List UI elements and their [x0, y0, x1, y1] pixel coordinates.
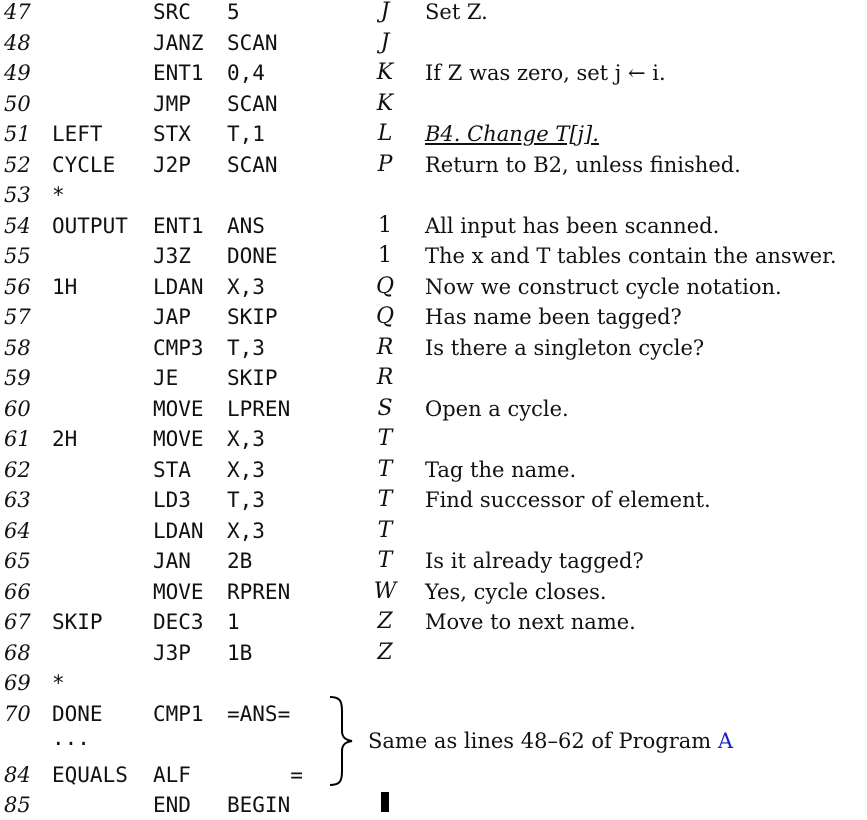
label: DONE — [52, 701, 103, 726]
line-number: 58 — [4, 335, 31, 360]
address: 1 — [227, 610, 240, 634]
label: EQUALS — [52, 762, 128, 787]
frequency: Q — [375, 304, 395, 329]
address: LPREN — [227, 396, 291, 421]
comment: The x and T tables contain the answer. — [425, 244, 837, 268]
opcode: J2P — [153, 152, 191, 177]
opcode: END — [153, 793, 191, 817]
line-number: 63 — [4, 488, 31, 512]
address: T,1 — [227, 122, 265, 146]
address: SKIP — [227, 305, 278, 329]
opcode: CMP1 — [153, 701, 204, 726]
line-number: 60 — [4, 396, 31, 421]
address: 1B — [227, 640, 253, 665]
address: DONE — [227, 244, 278, 268]
comment: Set Z. — [425, 0, 488, 24]
frequency: J — [380, 29, 390, 55]
frequency: S — [377, 395, 393, 421]
address: T,3 — [227, 335, 265, 360]
opcode: DEC3 — [153, 610, 204, 634]
label: OUTPUT — [52, 213, 128, 238]
line-number: 51 — [4, 122, 31, 146]
line-number: 68 — [4, 640, 31, 665]
opcode: ALF — [153, 762, 191, 787]
frequency: T — [377, 548, 393, 573]
line-number: 85 — [4, 793, 31, 817]
address: T,3 — [227, 488, 265, 512]
listing-row — [0, 241, 867, 271]
line-number: 84 — [4, 762, 31, 787]
listing-row — [0, 180, 867, 210]
address: RPREN — [227, 579, 291, 604]
line-number: 61 — [4, 427, 31, 451]
brace-note-text: Same as lines 48–62 of Program — [368, 729, 718, 753]
line-number: 64 — [4, 518, 31, 543]
listing-row — [0, 516, 867, 546]
label: ··· — [52, 732, 90, 756]
address: SKIP — [227, 366, 278, 390]
line-number: 70 — [4, 701, 31, 726]
line-number: 65 — [4, 549, 31, 573]
opcode: J3Z — [153, 244, 191, 268]
address: 5 — [227, 0, 240, 24]
address: SCAN — [227, 152, 278, 177]
frequency: K — [376, 60, 394, 85]
opcode: ENT1 — [153, 213, 204, 238]
label: 1H — [52, 274, 78, 299]
address: = — [227, 762, 303, 787]
line-number: 52 — [4, 152, 31, 177]
address: X,3 — [227, 427, 265, 451]
label: * — [52, 183, 65, 207]
listing-row — [0, 424, 867, 454]
line-number: 47 — [4, 0, 31, 24]
comment: B4. Change T[j]. — [425, 122, 599, 146]
listing-row — [0, 607, 867, 637]
opcode: LDAN — [153, 274, 204, 299]
address: X,3 — [227, 457, 265, 482]
address: ANS — [227, 213, 265, 238]
opcode: JMP — [153, 91, 191, 116]
opcode: JE — [153, 366, 179, 390]
opcode: J3P — [153, 640, 191, 665]
listing-row — [0, 333, 867, 363]
frequency: 1 — [378, 212, 392, 238]
listing-row — [0, 150, 867, 180]
opcode: JAP — [153, 305, 191, 329]
line-number: 67 — [4, 610, 31, 634]
comment: Tag the name. — [425, 457, 577, 482]
listing-row — [0, 394, 867, 424]
listing-row — [0, 0, 867, 27]
line-number: 59 — [4, 366, 31, 390]
comment: Open a cycle. — [425, 396, 569, 421]
listing-row — [0, 211, 867, 241]
listing-row — [0, 455, 867, 485]
line-number: 50 — [4, 91, 31, 116]
opcode: LD3 — [153, 488, 191, 512]
listing-row — [0, 363, 867, 393]
listing-row — [0, 58, 867, 88]
listing-row — [0, 790, 867, 820]
frequency: Z — [377, 609, 393, 634]
listing-row — [0, 760, 867, 790]
address: SCAN — [227, 91, 278, 116]
line-number: 69 — [4, 671, 31, 695]
address: X,3 — [227, 518, 265, 543]
opcode: ENT1 — [153, 61, 204, 85]
frequency: K — [376, 90, 394, 116]
line-number: 49 — [4, 61, 31, 85]
comment: If Z was zero, set j ← i. — [425, 61, 666, 85]
listing-row — [0, 546, 867, 576]
line-number: 53 — [4, 183, 31, 207]
frequency: L — [377, 121, 393, 146]
label: LEFT — [52, 122, 103, 146]
address: BEGIN — [227, 793, 291, 817]
line-number: 57 — [4, 305, 31, 329]
listing-row — [0, 302, 867, 332]
comment: Now we construct cycle notation. — [425, 274, 782, 299]
comment: Is it already tagged? — [425, 549, 644, 573]
listing-row — [0, 485, 867, 515]
opcode: JANZ — [153, 30, 204, 55]
frequency: T — [377, 426, 393, 451]
opcode: SRC — [153, 0, 191, 24]
line-number: 56 — [4, 274, 31, 299]
comment: Has name been tagged? — [425, 305, 682, 329]
program-a-link[interactable]: A — [717, 729, 734, 753]
opcode: MOVE — [153, 427, 204, 451]
frequency: Q — [375, 273, 395, 299]
opcode: MOVE — [153, 396, 204, 421]
line-number: 48 — [4, 30, 31, 55]
brace-note — [368, 726, 733, 756]
listing-row — [0, 699, 867, 729]
frequency: J — [380, 0, 390, 24]
comment: Find successor of element. — [425, 488, 711, 512]
listing-row — [0, 272, 867, 302]
line-number: 62 — [4, 457, 31, 482]
listing-row — [0, 89, 867, 119]
right-brace-icon — [326, 695, 356, 787]
comment: Yes, cycle closes. — [425, 579, 607, 604]
comment: All input has been scanned. — [425, 213, 720, 238]
address: 0,4 — [227, 61, 265, 85]
listing-row — [0, 577, 867, 607]
label: CYCLE — [52, 152, 116, 177]
opcode: LDAN — [153, 518, 204, 543]
frequency: Z — [377, 639, 393, 665]
frequency: 1 — [378, 243, 392, 268]
line-number: 66 — [4, 579, 31, 604]
label: * — [52, 671, 65, 695]
opcode: CMP3 — [153, 335, 204, 360]
opcode: STA — [153, 457, 191, 482]
frequency: R — [376, 334, 394, 360]
line-number: 54 — [4, 213, 31, 238]
comment: Return to B2, unless finished. — [425, 152, 741, 177]
opcode: MOVE — [153, 579, 204, 604]
address: X,3 — [227, 274, 265, 299]
end-of-program-mark — [381, 792, 389, 812]
comment: Move to next name. — [425, 610, 636, 634]
frequency: T — [377, 487, 393, 512]
frequency: R — [376, 365, 394, 390]
listing-row — [0, 638, 867, 668]
label: 2H — [52, 427, 78, 451]
address: 2B — [227, 549, 253, 573]
opcode: JAN — [153, 549, 191, 573]
label: SKIP — [52, 610, 103, 634]
address: =ANS= — [227, 701, 291, 726]
frequency: W — [373, 578, 397, 604]
listing-row — [0, 28, 867, 58]
line-number: 55 — [4, 244, 31, 268]
listing-row — [0, 119, 867, 149]
comment: Is there a singleton cycle? — [425, 335, 705, 360]
frequency: T — [377, 456, 393, 482]
opcode: STX — [153, 122, 191, 146]
listing-row — [0, 668, 867, 698]
address: SCAN — [227, 30, 278, 55]
frequency: P — [377, 151, 393, 177]
frequency: T — [377, 517, 393, 543]
